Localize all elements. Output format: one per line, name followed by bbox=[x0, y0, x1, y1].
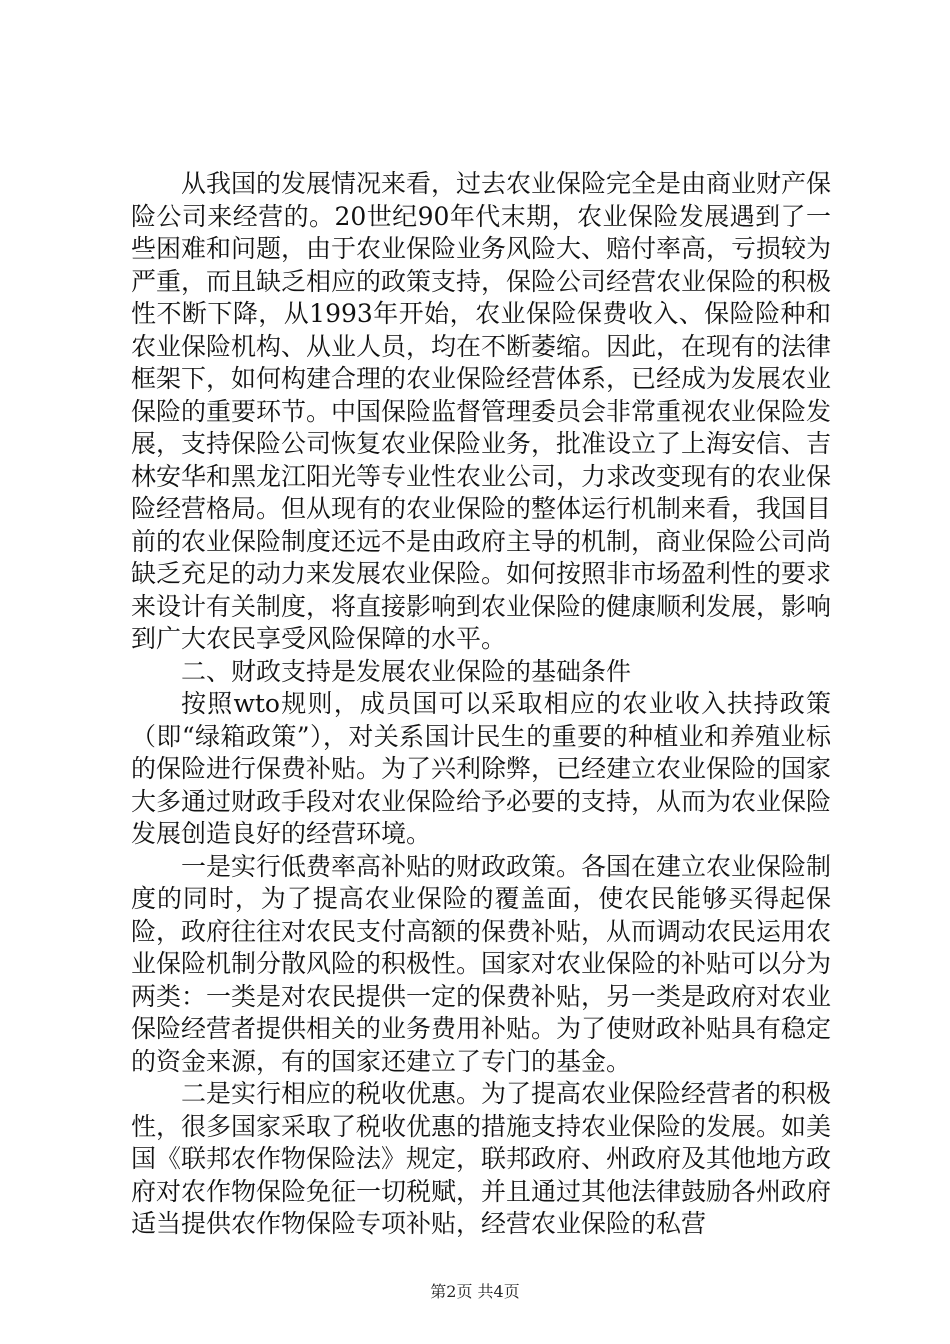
paragraph-development-situation: 从我国的发展情况来看，过去农业保险完全是由商业财产保险公司来经营的。20世纪90年代末期，农业保险发展遇到了一些困难和问题，由于农业保险业务风险大、赔付率高，亏损较为严重，而且缺乏相应的政策支持，保险公司经营农业保险的积极性不断下降，从1993年开始，农业保险保费收入、保险险种和农业保险机构、从业人员，均在不断萎缩。因此，在现有的法律框架下，如何构建合理的农业保险经营体系，已经成为发展农业保险的重要环节。中国保险监督管理委员会非常重视农业保险发展，支持保险公司恢复农业保险业务，批准设立了上海安信、吉林安华和黑龙江阳光等专业性农业公司，力求改变现有的农业保险经营格局。但从现有的农业保险的整体运行机制来看，我国目前的农业保险制度还远不是由政府主导的机制，商业保险公司尚缺乏充足的动力来发展农业保险。如何按照非市场盈利性的要求来设计有关制度，将直接影响到农业保险的健康顺利发展，影响到广大农民享受风险保障的水平。 bbox=[131, 169, 832, 653]
page-number-footer: 第2页 共4页 bbox=[430, 1282, 520, 1301]
paragraph-low-premium-subsidy: 一是实行低费率高补贴的财政政策。各国在建立农业保险制度的同时，为了提高农业保险的覆盖面，使农民能够买得起保险，政府往往对农民支付高额的保费补贴，从而调动农民运用农业保险机制分散风险的积极性。国家对农业保险的补贴可以分为两类：一类是对农民提供一定的保费补贴，另一类是政府对农业保险经营者提供相关的业务费用补贴。为了使财政补贴具有稳定的资金来源，有的国家还建立了专门的基金。 bbox=[131, 851, 832, 1076]
section-heading-fiscal-support: 二、财政支持是发展农业保险的基础条件 bbox=[181, 656, 632, 686]
paragraph-wto-rules: 按照wto规则，成员国可以采取相应的农业收入扶持政策（即“绿箱政策”），对关系国计民生的重要的种植业和养殖业标的保险进行保费补贴。为了兴利除弊，已经建立农业保险的国家大多通过财政手段对农业保险给予必要的支持，从而为农业保险发展创造良好的经营环境。 bbox=[131, 689, 832, 848]
paragraph-tax-incentives: 二是实行相应的税收优惠。为了提高农业保险经营者的积极性，很多国家采取了税收优惠的措施支持农业保险的发展。如美国《联邦农作物保险法》规定，联邦政府、州政府及其他地方政府对农作物保险免征一切税赋，并且通过其他法律鼓励各州政府适当提供农作物保险专项补贴，经营农业保险的私营 bbox=[131, 1079, 832, 1238]
document-body bbox=[131, 168, 831, 1241]
